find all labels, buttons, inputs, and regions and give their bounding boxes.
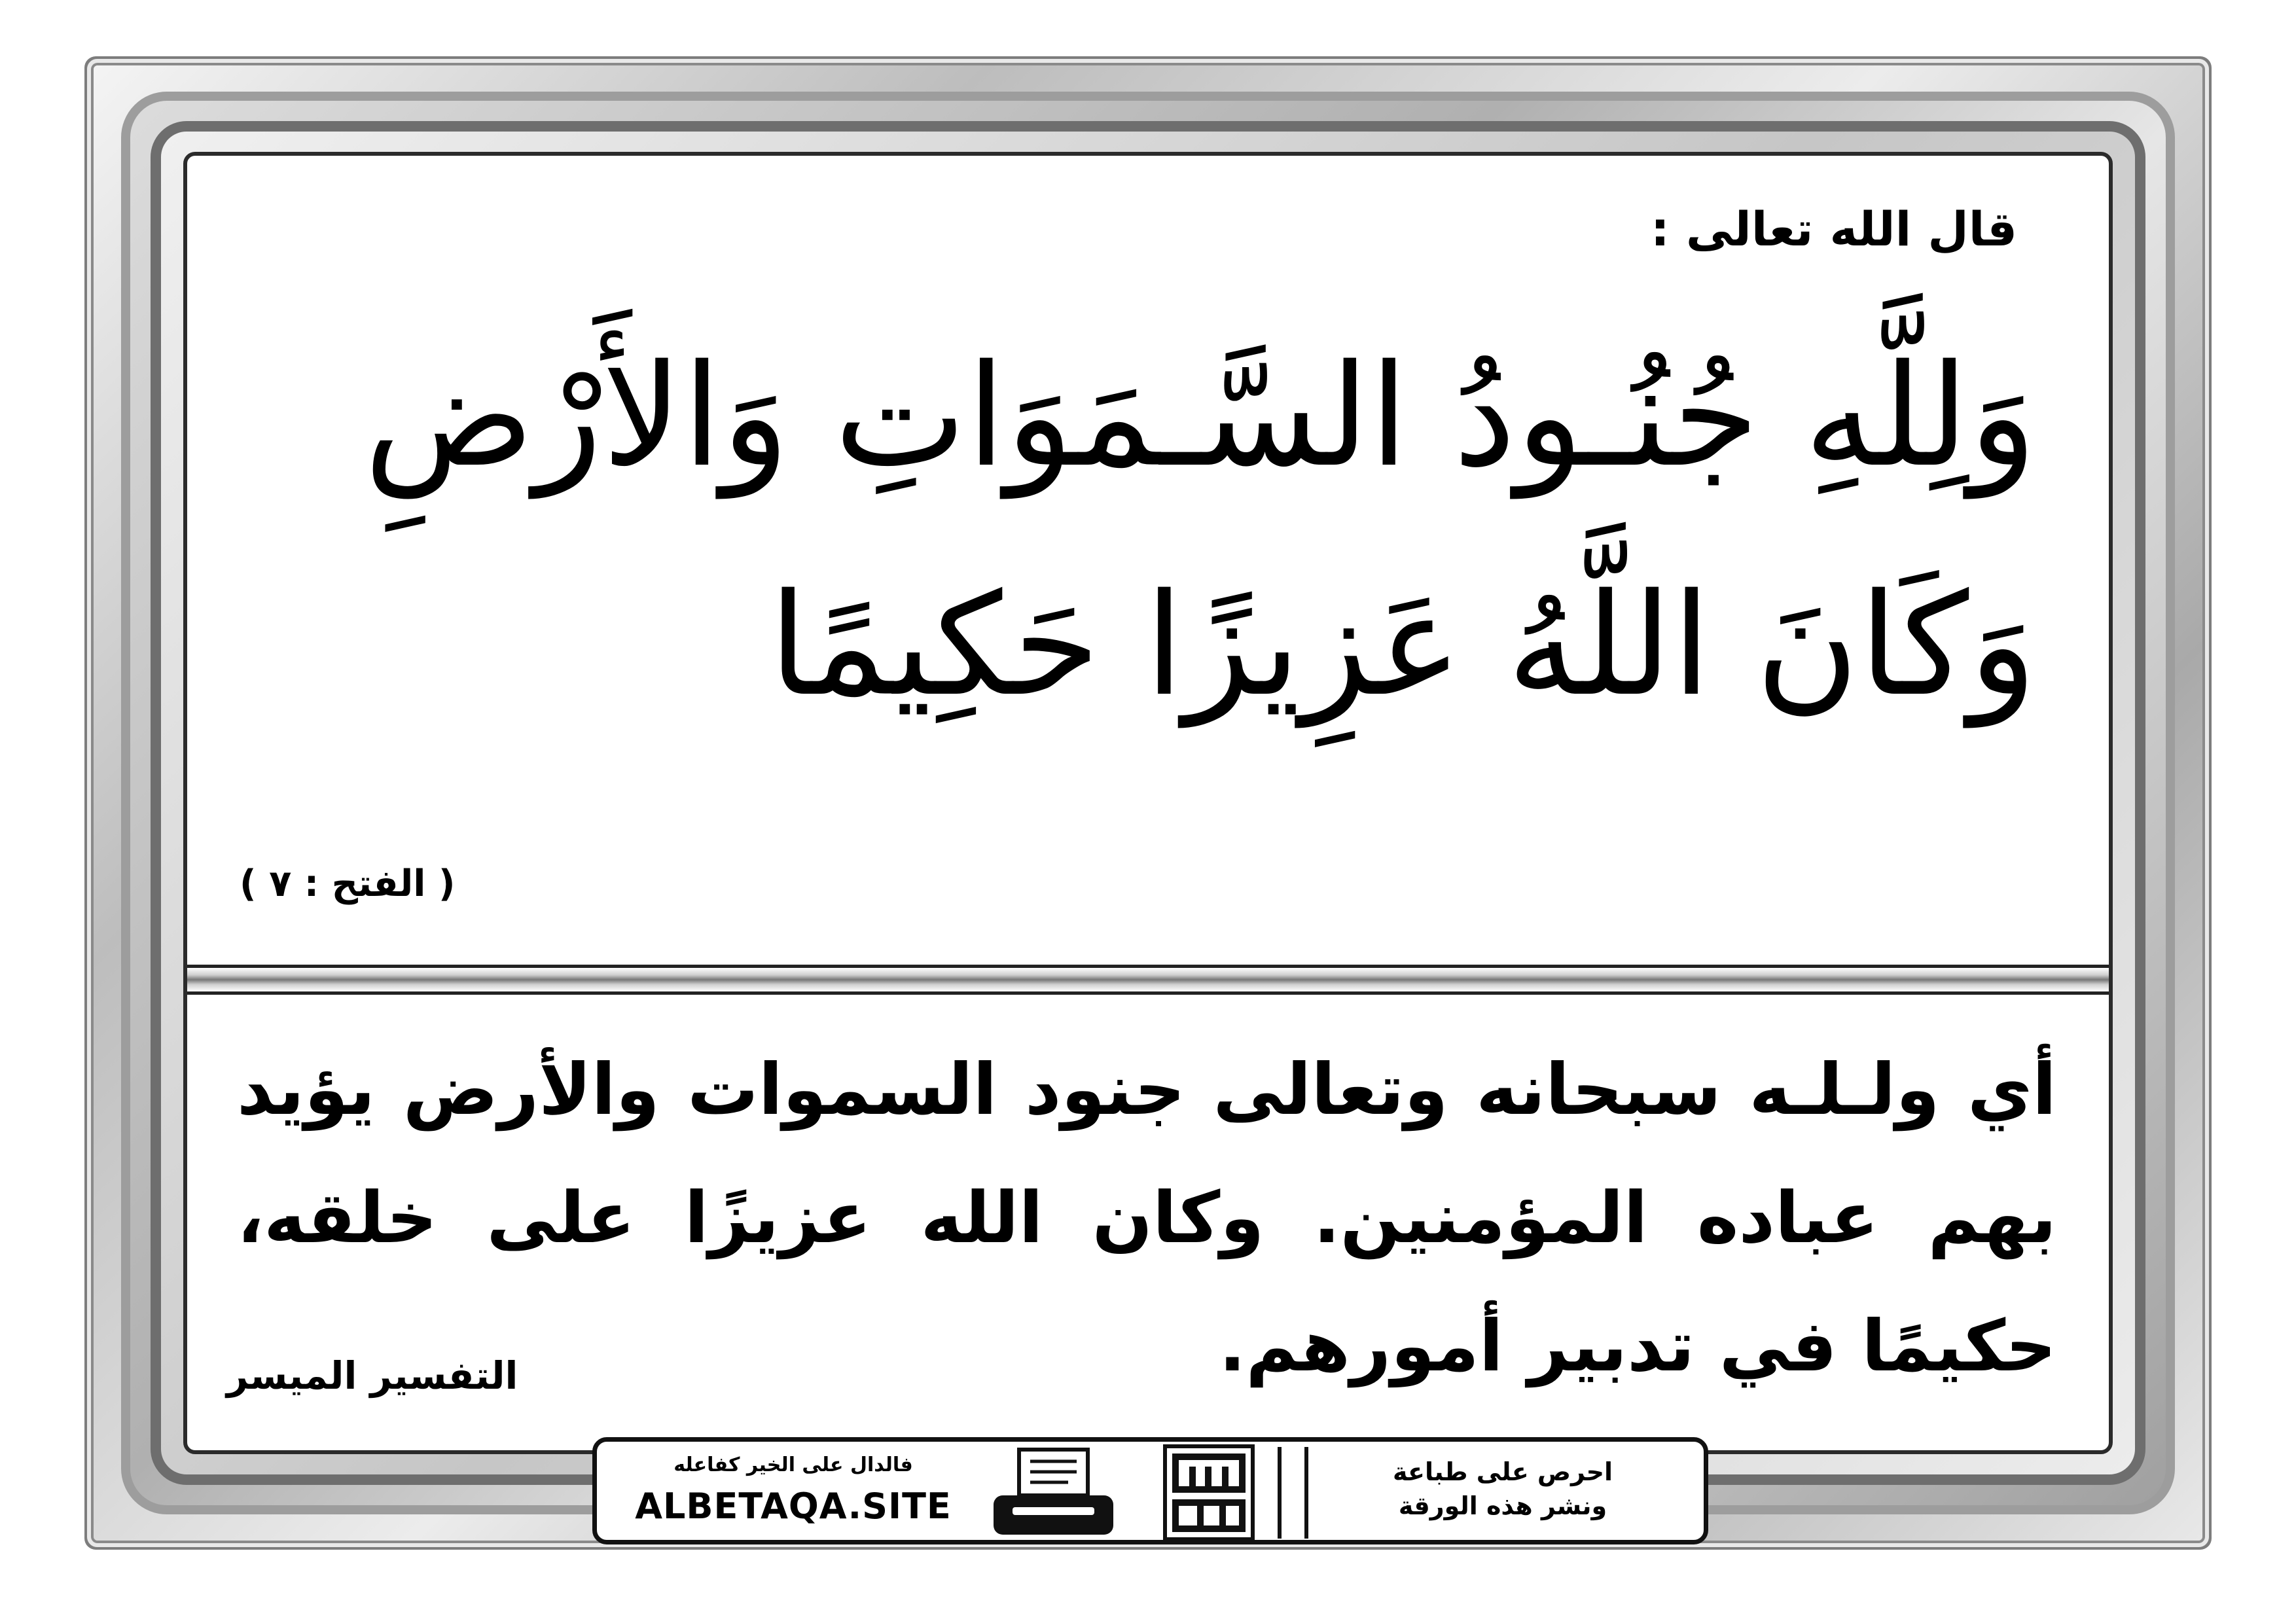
footer-separator: [1278, 1447, 1282, 1539]
verse-line-1: وَلِلَّهِ جُنُـودُ السَّـمَوَاتِ وَالأَرْضِ: [364, 334, 2037, 498]
tafsir-source: التفسير الميسر: [226, 1353, 518, 1398]
tafsir-text: أي ولـلـه سبحانه وتعالى جنود السموات والأرض يؤيد بهم عباده المؤمنين. وكان الله عزيزًا على خلقه، حكيمًا في تدبير أمورهم.: [237, 1049, 2056, 1387]
footer-banner: [592, 1437, 1708, 1544]
footer-call-block: [1304, 1447, 1697, 1539]
footer-call-line-2: ونشر هذه الورقة: [1398, 1491, 1607, 1520]
content-panel: [183, 152, 2113, 1454]
footer-tagline: فالدال على الخير كفاعله: [673, 1454, 913, 1476]
verse-line-2: وَكَانَ اللَّهُ عَزِيزًا حَكِيمًا: [768, 563, 2037, 727]
printer-icon: [990, 1447, 1117, 1539]
calligraphy-logo: [1163, 1444, 1255, 1541]
verse-intro: قال الله تعالى :: [1650, 202, 2017, 257]
footer-site-block: [610, 1448, 977, 1533]
footer-call-line-1: احرص على طباعة: [1392, 1457, 1613, 1486]
section-divider: [187, 965, 2109, 995]
footer-site-link[interactable]: ALBETAQA.SITE: [635, 1486, 952, 1527]
verse-reference: ( الفتح : ٧ ): [240, 863, 456, 905]
